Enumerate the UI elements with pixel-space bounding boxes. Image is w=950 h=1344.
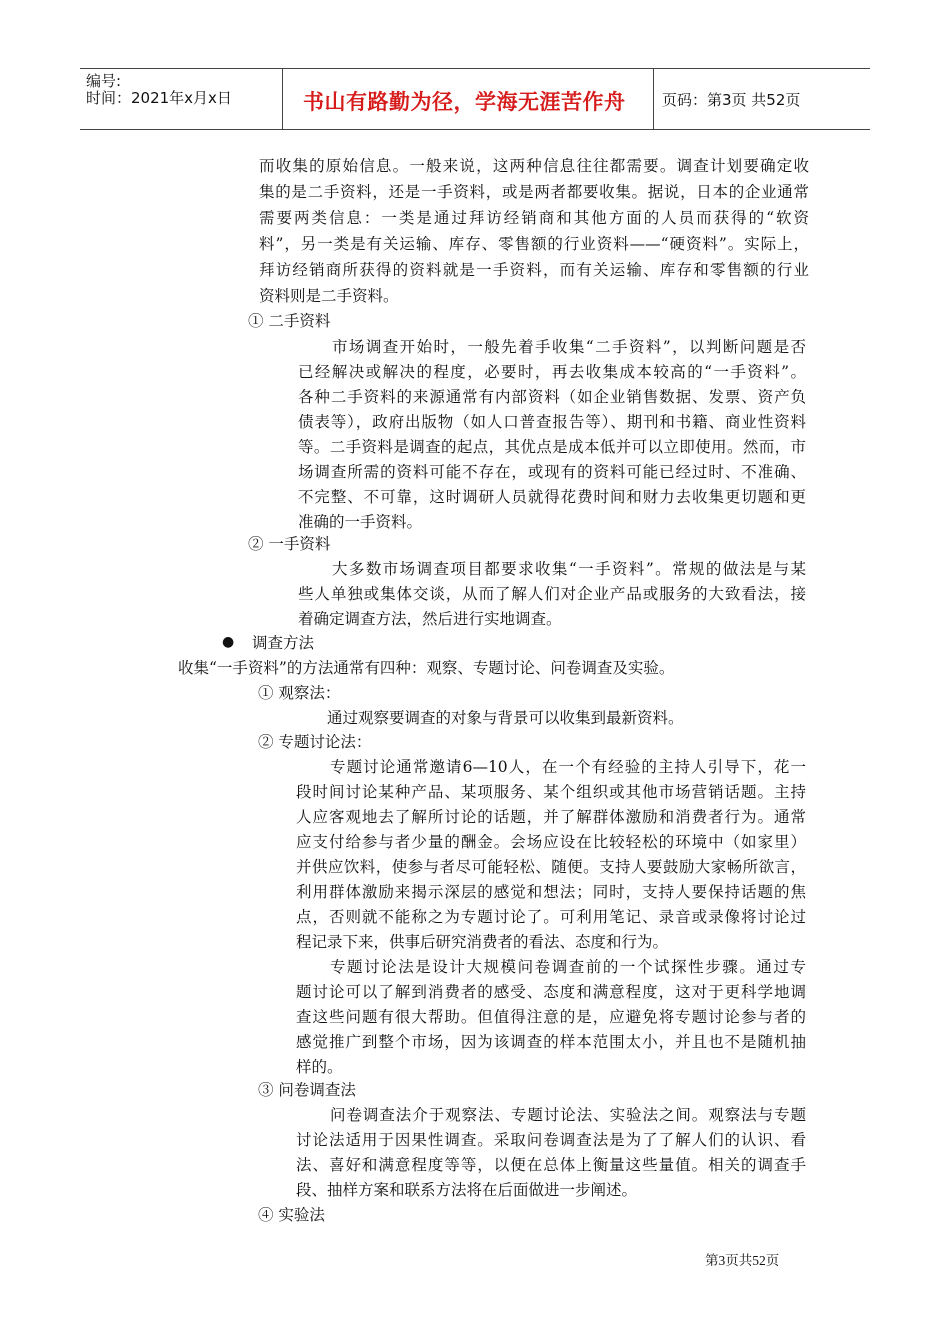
paragraph-line: 大多数市场调查项目都要求收集“一手资料”。常规的做法是与某 [332, 560, 806, 578]
method-heading: ③ 问卷调查法 [258, 1081, 356, 1099]
paragraph-line: 问卷调查法介于观察法、专题讨论法、实验法之间。观察法与专题 [330, 1106, 806, 1124]
paragraph-line: 并供应饮料，使参与者尽可能轻松、随便。支持人要鼓励大家畅所欲言， [296, 858, 806, 876]
paragraph-line: 等。二手资料是调查的起点，其优点是成本低并可以立即使用。然而，市 [298, 438, 806, 456]
method-heading: ④ 实验法 [258, 1206, 325, 1224]
paragraph-line: 场调查所需的资料可能不存在，或现有的资料可能已经过时、不准确、 [298, 463, 806, 481]
bullet-icon: ● [222, 634, 235, 650]
intro-line: 集的是二手资料，还是一手资料，或是两者都要收集。据说，日本的企业通常 [259, 183, 809, 201]
paragraph-line: 不完整、不可靠，这时调研人员就得花费时间和财力去收集更切题和更 [298, 488, 806, 506]
section-heading: ② 一手资料 [248, 535, 331, 553]
paragraph-line: 样的。 [296, 1058, 343, 1076]
time-label: 时间：2021年x月x日 [86, 89, 232, 107]
header-meta-cell [80, 69, 283, 129]
paragraph-line: 市场调查开始时，一般先着手收集“二手资料”，以判断问题是否 [332, 338, 806, 356]
page-footer: 第3页共52页 [705, 1253, 780, 1268]
section-heading: ① 二手资料 [248, 312, 331, 330]
paragraph-line: 收集“一手资料”的方法通常有四种：观察、专题讨论、问卷调查及实验。 [178, 659, 675, 677]
method-heading: ① 观察法： [258, 684, 341, 702]
method-heading: ② 专题讨论法： [258, 733, 372, 751]
intro-line: 需要两类信息：一类是通过拜访经销商和其他方面的人员而获得的“软资 [259, 209, 809, 227]
paragraph-line: 着确定调查方法，然后进行实地调查。 [298, 610, 562, 628]
paragraph-line: 专题讨论通常邀请6—10人，在一个有经验的主持人引导下，花一 [330, 758, 806, 776]
paragraph-line: 准确的一手资料。 [298, 513, 423, 531]
paragraph-line: 段时间讨论某种产品、某项服务、某个组织或其他市场营销话题。主持 [296, 783, 806, 801]
intro-line: 料”，另一类是有关运输、库存、零售额的行业资料——“硬资料”。实际上， [259, 235, 809, 253]
intro-line: 而收集的原始信息。一般来说，这两种信息往往都需要。调查计划要确定收 [259, 157, 809, 175]
paragraph-line: 专题讨论法是设计大规模问卷调查前的一个试探性步骤。通过专 [330, 958, 806, 976]
paragraph-line: 应支付给参与者少量的酬金。会场应设在比较轻松的环境中（如家里） [296, 833, 806, 851]
intro-line: 拜访经销商所获得的资料就是一手资料，而有关运输、库存和零售额的行业 [259, 261, 809, 279]
paragraph-line: 些人单独或集体交谈，从而了解人们对企业产品或服务的大致看法，接 [298, 585, 806, 603]
paragraph-line: 法、喜好和满意程度等等，以便在总体上衡量这些量值。相关的调查手 [296, 1156, 806, 1174]
paragraph-line: 通过观察要调查的对象与背景可以收集到最新资料。 [327, 709, 684, 727]
paragraph-line: 查这些问题有很大帮助。但值得注意的是，应避免将专题讨论参与者的 [296, 1008, 806, 1026]
intro-line: 资料则是二手资料。 [259, 287, 399, 305]
paragraph-line: 利用群体激励来揭示深层的感觉和想法；同时，支持人要保持话题的焦 [296, 883, 806, 901]
page-header [80, 68, 870, 130]
paragraph-line: 感觉推广到整个市场，因为该调查的样本范围太小，并且也不是随机抽 [296, 1033, 806, 1051]
paragraph-line: 讨论法适用于因果性调查。采取问卷调查法是为了了解人们的认识、看 [296, 1131, 806, 1149]
paragraph-line: 各种二手资料的来源通常有内部资料（如企业销售数据、发票、资产负 [298, 388, 806, 406]
paragraph-line: 段、抽样方案和联系方法将在后面做进一步阐述。 [296, 1181, 638, 1199]
motto: 书山有路勤为径，学海无涯苦作舟 [303, 90, 626, 114]
paragraph-line: 程记录下来，供事后研究消费者的看法、态度和行为。 [296, 933, 669, 951]
paragraph-line: 点，否则就不能称之为专题讨论了。可利用笔记、录音或录像将讨论过 [296, 908, 806, 926]
header-motto-cell [283, 69, 654, 129]
paragraph-line: 已经解决或解决的程度，必要时，再去收集成本较高的“一手资料”。 [298, 363, 806, 381]
number-label: 编号: [86, 72, 122, 90]
paragraph-line: 题讨论可以了解到消费者的感受、态度和满意程度，这对于更科学地调 [296, 983, 806, 1001]
section-heading: 调查方法 [252, 634, 315, 652]
paragraph-line: 人应客观地去了解所讨论的话题，并了解群体激励和消费者行为。通常 [296, 808, 806, 826]
paragraph-line: 债表等），政府出版物（如人口普查报告等）、期刊和书籍、商业性资料 [298, 413, 806, 431]
page-label: 页码：第3页 共52页 [662, 91, 801, 109]
